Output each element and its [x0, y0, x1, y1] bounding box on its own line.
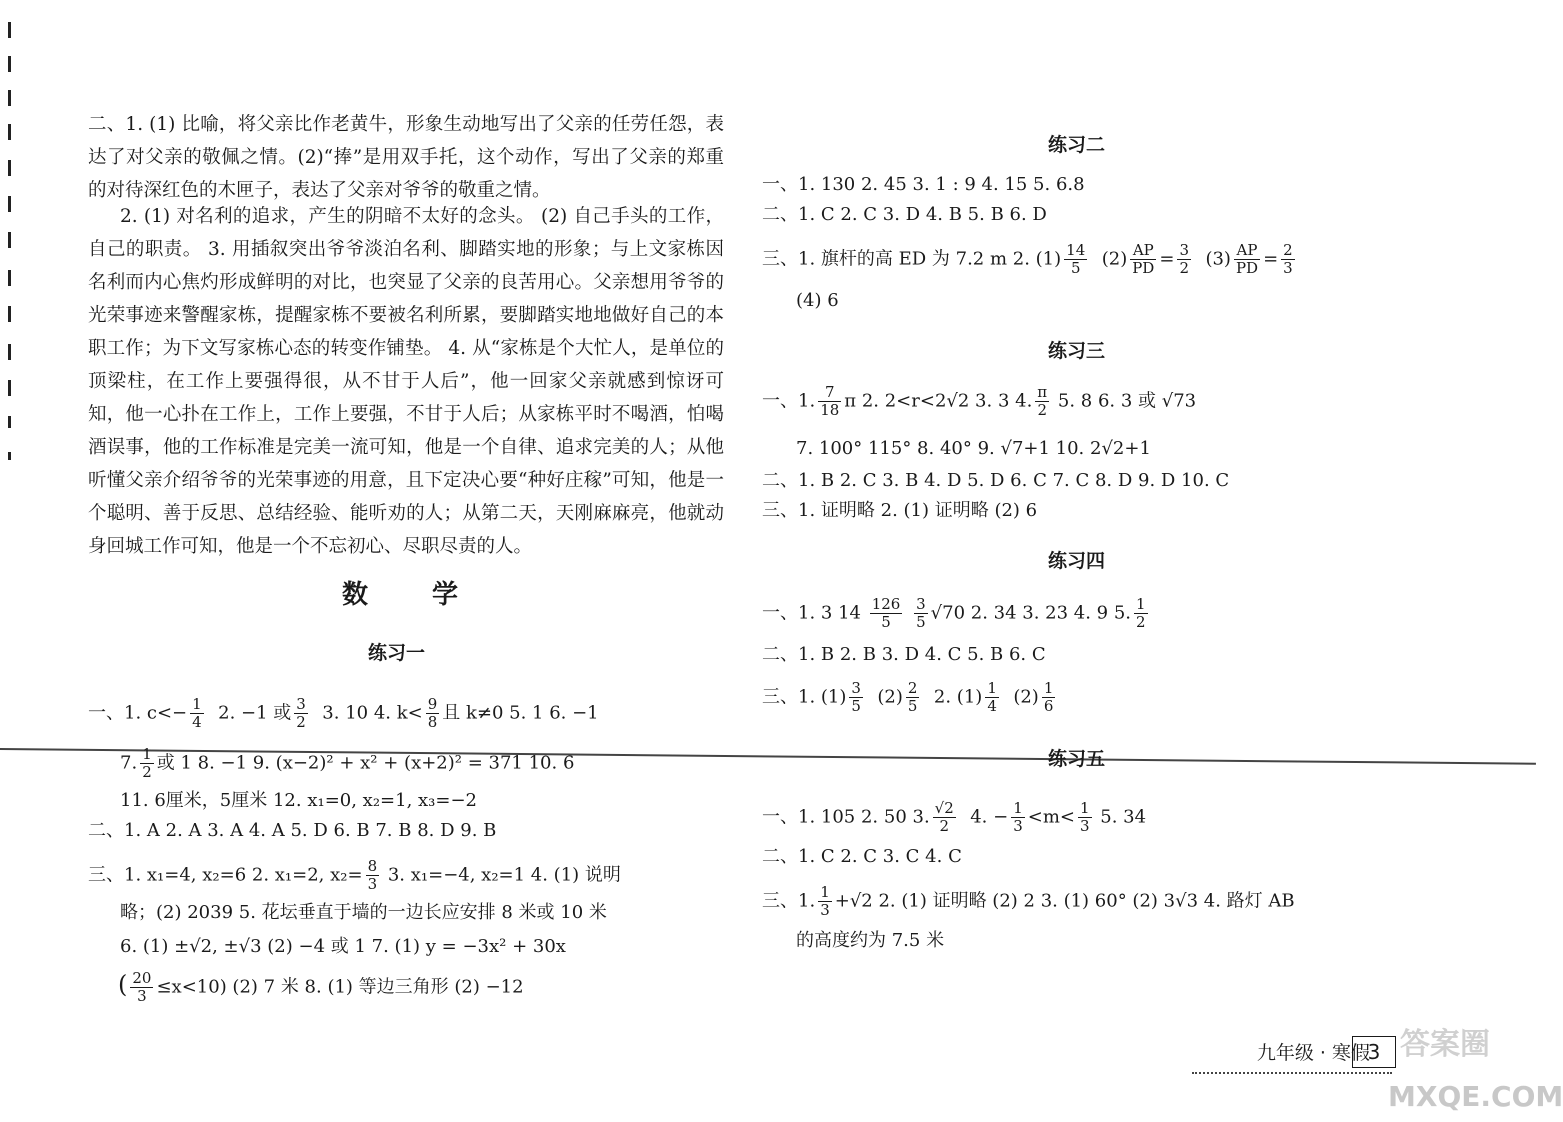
binding-mark: [8, 344, 11, 360]
binding-mark: [8, 56, 11, 72]
binding-mark: [8, 90, 11, 106]
binding-mark: [8, 160, 11, 176]
chinese-answer-1: 二、1. (1) 比喻，将父亲比作老黄牛，形象生动地写出了父亲的任劳任怨，表达了对父亲的敬佩之情。(2)“捧”是用双手托，这个动作，写出了父亲的郑重的对待深红色的木匣子，表达了父亲对爷爷的敬重之情。: [88, 114, 724, 201]
binding-mark: [8, 270, 11, 286]
exercise-1-title: 练习一: [368, 642, 426, 664]
ex4-line-1: 一、1. 3 14 $\frac{126}{5}$ $\frac{3}{5}$ √70 2. 34 3. 23 4. 9 5. $\frac{1}{2}$: [762, 595, 1146, 631]
ex1-line-5: 三、1. x₁=4, x₂=6 2. x₁=2, x₂= $\frac{8}{3}$ 3. x₁=−4, x₂=1 4. (1) 说明: [88, 857, 621, 893]
subject-title-math: 数学: [342, 580, 523, 610]
ex1-line-3: 11. 6厘米，5厘米 12. x₁=0, x₂=1, x₃=−2: [120, 790, 477, 811]
ex3-line-3: 二、1. B 2. C 3. B 4. D 5. D 6. C 7. C 8. D 9. D 10. C: [762, 470, 1230, 491]
binding-mark: [8, 22, 11, 38]
exercise-3-title: 练习三: [1048, 340, 1106, 362]
footer-grade: 九年级 · 寒假: [1256, 1042, 1370, 1064]
ex4-line-3: 三、1. (1) $\frac{3}{5}$ (2) $\frac{2}{5}$ 2. (1) $\frac{1}{4}$ (2) $\frac{1}{6}$: [762, 679, 1054, 715]
ex5-line-1: 一、1. 105 2. 50 3. $\frac{√2}{2}$ 4. − $\frac{1}{3}$ <m< $\frac{1}{3}$ 5. 34: [762, 799, 1147, 835]
ex1-line-8: ( $\frac{20}{3}$ ≤x<10) (2) 7 米 8. (1) 等边三角形 (2) −12: [118, 969, 524, 1005]
binding-mark: [8, 452, 11, 460]
ex2-line-3: 三、1. 旗杆的高 ED 为 7.2 m 2. (1) $\frac{14}{5}$ (2) $\frac{AP}{PD}$ = $\frac{3}{2}$ (3) $\frac{AP}{PD}$ = $\frac{2}{3}$: [762, 241, 1293, 277]
ex1-line-7: 6. (1) ±√2, ±√3 (2) −4 或 1 7. (1) y = −3x² + 30x: [120, 936, 566, 957]
ex4-line-2: 二、1. B 2. B 3. D 4. C 5. B 6. C: [762, 644, 1046, 665]
ex2-line-2: 二、1. C 2. C 3. D 4. B 5. B 6. D: [762, 204, 1047, 225]
ex5-line-2: 二、1. C 2. C 3. C 4. C: [762, 846, 962, 867]
binding-mark: [8, 416, 11, 428]
exercise-2-title: 练习二: [1048, 134, 1106, 156]
footer-dotted-rule: [1192, 1072, 1392, 1074]
ex3-line-2: 7. 100° 115° 8. 40° 9. √7+1 10. 2√2+1: [796, 438, 1151, 459]
ex2-line-1: 一、1. 130 2. 45 3. 1 : 9 4. 15 5. 6.8: [762, 174, 1085, 195]
binding-mark: [8, 196, 11, 212]
watermark-logo: 答案圈: [1400, 1027, 1490, 1062]
exercise-4-title: 练习四: [1048, 550, 1106, 572]
watermark-url: MXQE.COM: [1388, 1080, 1563, 1113]
chinese-answer-2: 2. (1) 对名利的追求，产生的阴暗不太好的念头。 (2) 自己手头的工作，自己的职责。 3. 用插叙突出爷爷淡泊名利、脚踏实地的形象；与上文家栋因名利而内心焦灼形成鲜明的对比，也突显了父亲的良苦用心。父亲想用爷爷的光荣事迹来警醒家栋，提醒家栋不要被名利所累，要脚踏实地地做好自己的本职工作；为下文写家栋心态的转变作铺垫。 4. 从“家栋是个大忙人，是单位的顶梁柱，在工作上要强得很，从不甘于人后”，他一回家父亲就感到惊讶可知，他一心扑在工作上，工作上要强，不甘于人后；从家栋平时不喝酒，怕喝酒误事，他的工作标准是完美一流可知，他是一个自律、追求完美的人；从他听懂父亲介绍爷爷的光荣事迹的用意，且下定决心要“种好庄稼”可知，他是一个聪明、善于反思、总结经验、能听劝的人；从第二天，天刚麻麻亮，他就动身回城工作可知，他是一个不忘初心、尽职尽责的人。: [88, 206, 724, 557]
ex1-line-6: 略；(2) 2039 5. 花坛垂直于墙的一边长应安排 8 米或 10 米: [120, 902, 607, 923]
ex1-line-2: 7. $\frac{1}{2}$ 或 1 8. −1 9. (x−2)² + x² + (x+2)² = 371 10. 6: [120, 745, 575, 781]
ex5-line-4: 的高度约为 7.5 米: [796, 930, 945, 951]
ex3-line-4: 三、1. 证明略 2. (1) 证明略 (2) 6: [762, 500, 1038, 521]
ex5-line-3: 三、1. $\frac{1}{3}$ +√2 2. (1) 证明略 (2) 2 3. (1) 60° (2) 3√3 4. 路灯 AB: [762, 883, 1295, 919]
ex2-line-4: (4) 6: [796, 290, 839, 311]
exercise-5-title: 练习五: [1048, 748, 1106, 770]
binding-mark: [8, 380, 11, 396]
binding-mark: [8, 124, 11, 140]
ex1-line-1: 一、1. c<− $\frac{1}{4}$ 2. −1 或 $\frac{3}{2}$ 3. 10 4. k< $\frac{9}{8}$ 且 k≠0 5. 1 6. −1: [88, 695, 599, 731]
binding-mark: [8, 232, 11, 248]
ex3-line-1: 一、1. $\frac{7}{18}$ π 2. 2<r<2√2 3. 3 4. $\frac{\pi}{2}$ 5. 8 6. 3 或 √73: [762, 383, 1197, 419]
page-number: 3: [1352, 1036, 1396, 1068]
ex1-line-4: 二、1. A 2. A 3. A 4. A 5. D 6. B 7. B 8. D 9. B: [88, 820, 497, 841]
binding-mark: [8, 306, 11, 322]
